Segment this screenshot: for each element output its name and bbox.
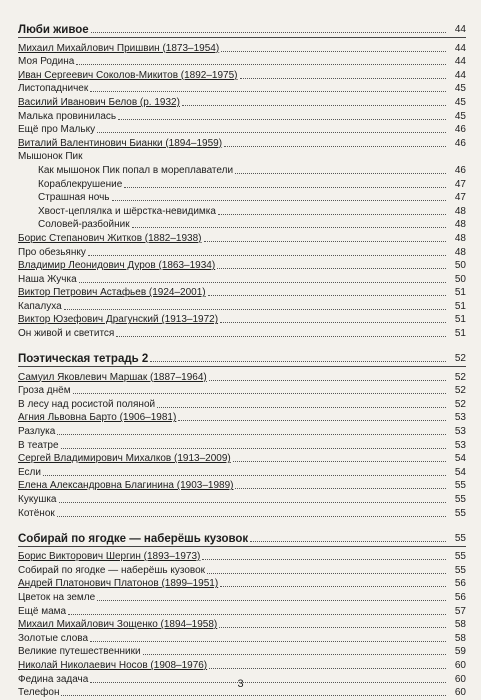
entry-title: Мышонок Пик: [18, 151, 83, 163]
dot-leader: [178, 420, 446, 421]
dot-leader: [219, 627, 446, 628]
author-entry: [18, 452, 466, 466]
section-gap: [18, 520, 466, 529]
author-entry: [18, 259, 466, 273]
page-ref: 55: [454, 564, 466, 576]
dot-leader: [218, 214, 446, 215]
page-ref: 47: [454, 178, 466, 190]
dot-leader: [235, 488, 446, 489]
dot-leader: [90, 91, 446, 92]
dot-leader: [240, 78, 446, 79]
work-entry: [18, 631, 466, 645]
entry-title: Цветок на земле: [18, 591, 96, 603]
dot-leader: [220, 322, 446, 323]
author-entry: [18, 658, 466, 672]
entry-title: Сергей Владимирович Михалков (1913–2009): [18, 453, 231, 465]
author-entry: [18, 68, 466, 82]
entry-title: Если: [18, 466, 41, 478]
page-ref: 59: [454, 646, 466, 658]
entry-title: Владимир Леонидович Дуров (1863–1934): [18, 260, 216, 272]
page-ref: 46: [454, 164, 466, 176]
dot-leader: [97, 132, 446, 133]
work-entry: [18, 299, 466, 313]
page-ref: 51: [454, 300, 466, 312]
entry-title: Золотые слова: [18, 632, 89, 644]
dot-leader: [79, 282, 446, 283]
dot-leader: [217, 268, 446, 269]
work-entry: [18, 109, 466, 123]
entry-title: Собирай по ягодке — наберёшь кузовок: [18, 564, 206, 576]
page-ref: 55: [454, 551, 466, 563]
dot-leader: [61, 695, 446, 696]
dot-leader: [68, 614, 446, 615]
entry-title: Иван Сергеевич Соколов-Микитов (1892–1975): [18, 69, 238, 81]
author-entry: [18, 286, 466, 300]
page-ref: 45: [454, 110, 466, 122]
entry-title: Николай Николаевич Носов (1908–1976): [18, 659, 208, 671]
page-ref: 52: [454, 353, 466, 365]
page-ref: 54: [454, 453, 466, 465]
dot-leader: [202, 559, 446, 560]
page-ref: 47: [454, 192, 466, 204]
page-ref: 55: [454, 532, 466, 544]
page-ref: 44: [454, 24, 466, 35]
work-entry: [18, 384, 466, 398]
page-ref: 53: [454, 439, 466, 451]
page-ref: 46: [454, 137, 466, 149]
entry-title: Борис Степанович Житков (1882–1938): [18, 232, 202, 244]
dot-leader: [208, 295, 446, 296]
entry-title: Самуил Яковлевич Маршак (1887–1964): [18, 371, 207, 383]
page-ref: 45: [454, 96, 466, 108]
entry-title: Виктор Петрович Астафьев (1924–2001): [18, 287, 206, 299]
dot-leader: [59, 502, 447, 503]
entry-title: Собирай по ягодке — наберёшь кузовок: [18, 532, 249, 545]
dot-leader: [224, 146, 446, 147]
work-entry: [18, 465, 466, 479]
dot-leader: [61, 448, 446, 449]
page-ref: 51: [454, 287, 466, 299]
author-entry: [18, 577, 466, 591]
page-ref: 48: [454, 205, 466, 217]
page-ref: 44: [454, 56, 466, 68]
entry-title: Поэтическая тетрадь 2: [18, 353, 149, 366]
page-ref: 60: [454, 659, 466, 671]
work-entry: [18, 123, 466, 137]
work-entry: [18, 604, 466, 618]
entry-title: В театре: [18, 439, 59, 451]
author-entry: [18, 370, 466, 384]
work-entry: [18, 326, 466, 340]
work-entry: [18, 492, 466, 506]
page-ref: 60: [454, 673, 466, 685]
page-ref: 52: [454, 398, 466, 410]
work-entry: [18, 424, 466, 438]
work-entry: [18, 506, 466, 520]
entry-title: Андрей Платонович Платонов (1899–1951): [18, 578, 219, 590]
work-entry: [18, 590, 466, 604]
page-ref: 56: [454, 591, 466, 603]
page-ref: 48: [454, 219, 466, 231]
entry-title: Борис Викторович Шергин (1893–1973): [18, 551, 201, 563]
dot-leader: [118, 119, 446, 120]
entry-title: В лесу над росистой поляной: [18, 398, 156, 410]
page-ref: 56: [454, 578, 466, 590]
entry-title: Страшная ночь: [38, 192, 110, 204]
dot-leader: [220, 586, 446, 587]
page-ref: 44: [454, 42, 466, 54]
entry-title: Телефон: [18, 687, 60, 699]
entry-title: Василий Иванович Белов (р. 1932): [18, 96, 180, 108]
entry-title: Он живой и светится: [18, 328, 115, 340]
dot-leader: [97, 600, 446, 601]
dot-leader: [64, 309, 446, 310]
dot-leader: [57, 434, 446, 435]
page-ref: 53: [454, 426, 466, 438]
dot-leader: [235, 173, 446, 174]
dot-leader: [233, 461, 446, 462]
page-ref: 44: [454, 69, 466, 81]
dot-leader: [143, 654, 446, 655]
entry-title: Михаил Михайлович Зощенко (1894–1958): [18, 619, 218, 631]
work-entry: [18, 645, 466, 659]
entry-title: Виктор Юзефович Драгунский (1913–1972): [18, 314, 219, 326]
dot-leader: [182, 105, 446, 106]
page-ref: 53: [454, 412, 466, 424]
entry-title: Разлука: [18, 426, 56, 438]
entry-title: Кукушка: [18, 494, 57, 505]
author-entry: [18, 411, 466, 425]
entry-title: Хвост-цеплялка и шёрстка-невидимка: [38, 205, 216, 217]
dot-leader: [112, 200, 446, 201]
entry-title: Про обезьянку: [18, 246, 86, 258]
entry-title: Капалуха: [18, 300, 62, 312]
dot-leader: [132, 227, 446, 228]
dot-leader: [57, 516, 446, 517]
dot-leader: [150, 361, 446, 362]
work-entry: [18, 177, 466, 191]
entry-title: Малька провинилась: [18, 110, 117, 122]
work-entry: [18, 272, 466, 286]
page-ref: 45: [454, 83, 466, 95]
author-entry: [18, 618, 466, 632]
page-ref: 55: [454, 480, 466, 492]
entry-title: Наша Жучка: [18, 273, 77, 285]
dot-leader: [116, 336, 446, 337]
author-entry: [18, 313, 466, 327]
entry-title: Великие путешественники: [18, 646, 141, 658]
dot-leader: [124, 187, 446, 188]
work-entry: [18, 163, 466, 177]
entry-title: Кораблекрушение: [38, 178, 123, 190]
page-ref: 46: [454, 124, 466, 136]
dot-leader: [73, 393, 446, 394]
section-heading: [18, 20, 466, 36]
entry-title: Котёнок: [18, 507, 55, 519]
page-number: 3: [237, 678, 244, 690]
page-ref: 55: [454, 494, 466, 505]
page-ref: 48: [454, 232, 466, 244]
entry-title: Виталий Валентинович Бианки (1894–1959): [18, 137, 223, 149]
dot-leader: [43, 475, 446, 476]
dot-leader: [90, 641, 446, 642]
section-gap: [18, 340, 466, 349]
dot-leader: [250, 541, 446, 542]
section-heading: [18, 349, 466, 365]
work-entry: [18, 563, 466, 577]
entry-title: Елена Александровна Благинина (1903–1989): [18, 480, 234, 492]
entry-title: Михаил Михайлович Пришвин (1873–1954): [18, 42, 220, 54]
work-entry: [18, 438, 466, 452]
page-ref: 58: [454, 632, 466, 644]
entry-title: Соловей-разбойник: [38, 219, 130, 231]
author-entry: [18, 231, 466, 245]
entry-title: Как мышонок Пик попал в мореплаватели: [38, 164, 234, 176]
work-entry: [18, 55, 466, 69]
page-ref: 50: [454, 260, 466, 272]
page-ref: 55: [454, 507, 466, 519]
page-ref: 50: [454, 273, 466, 285]
entry-title: Ещё про Мальку: [18, 124, 96, 136]
entry-title: Федина задача: [18, 673, 89, 685]
dot-leader: [91, 32, 446, 33]
work-entry: [18, 204, 466, 218]
page-ref: 58: [454, 619, 466, 631]
page-ref: 60: [454, 687, 466, 699]
work-entry: [18, 150, 466, 164]
author-entry: [18, 41, 466, 55]
author-entry: [18, 136, 466, 150]
dot-leader: [157, 407, 446, 408]
table-of-contents: [18, 20, 466, 699]
author-entry: [18, 95, 466, 109]
dot-leader: [209, 668, 446, 669]
page-ref: 52: [454, 371, 466, 383]
work-entry: [18, 82, 466, 96]
section-heading: [18, 529, 466, 545]
page-ref: 51: [454, 314, 466, 326]
dot-leader: [76, 64, 446, 65]
entry-title: Моя Родина: [18, 56, 75, 68]
page-ref: 57: [454, 605, 466, 617]
dot-leader: [88, 255, 446, 256]
page-ref: 48: [454, 246, 466, 258]
entry-title: Люби живое: [18, 24, 89, 36]
page-ref: 52: [454, 385, 466, 397]
author-entry: [18, 550, 466, 564]
dot-leader: [204, 241, 446, 242]
work-entry: [18, 397, 466, 411]
entry-title: Листопадничек: [18, 83, 89, 95]
work-entry: [18, 218, 466, 232]
dot-leader: [221, 51, 446, 52]
work-entry: [18, 245, 466, 259]
entry-title: Ещё мама: [18, 605, 67, 617]
entry-title: Гроза днём: [18, 385, 71, 397]
page-ref: 51: [454, 328, 466, 340]
author-entry: [18, 479, 466, 493]
dot-leader: [209, 380, 446, 381]
entry-title: Агния Львовна Барто (1906–1981): [18, 412, 177, 424]
dot-leader: [207, 573, 446, 574]
work-entry: [18, 191, 466, 205]
page-ref: 54: [454, 466, 466, 478]
